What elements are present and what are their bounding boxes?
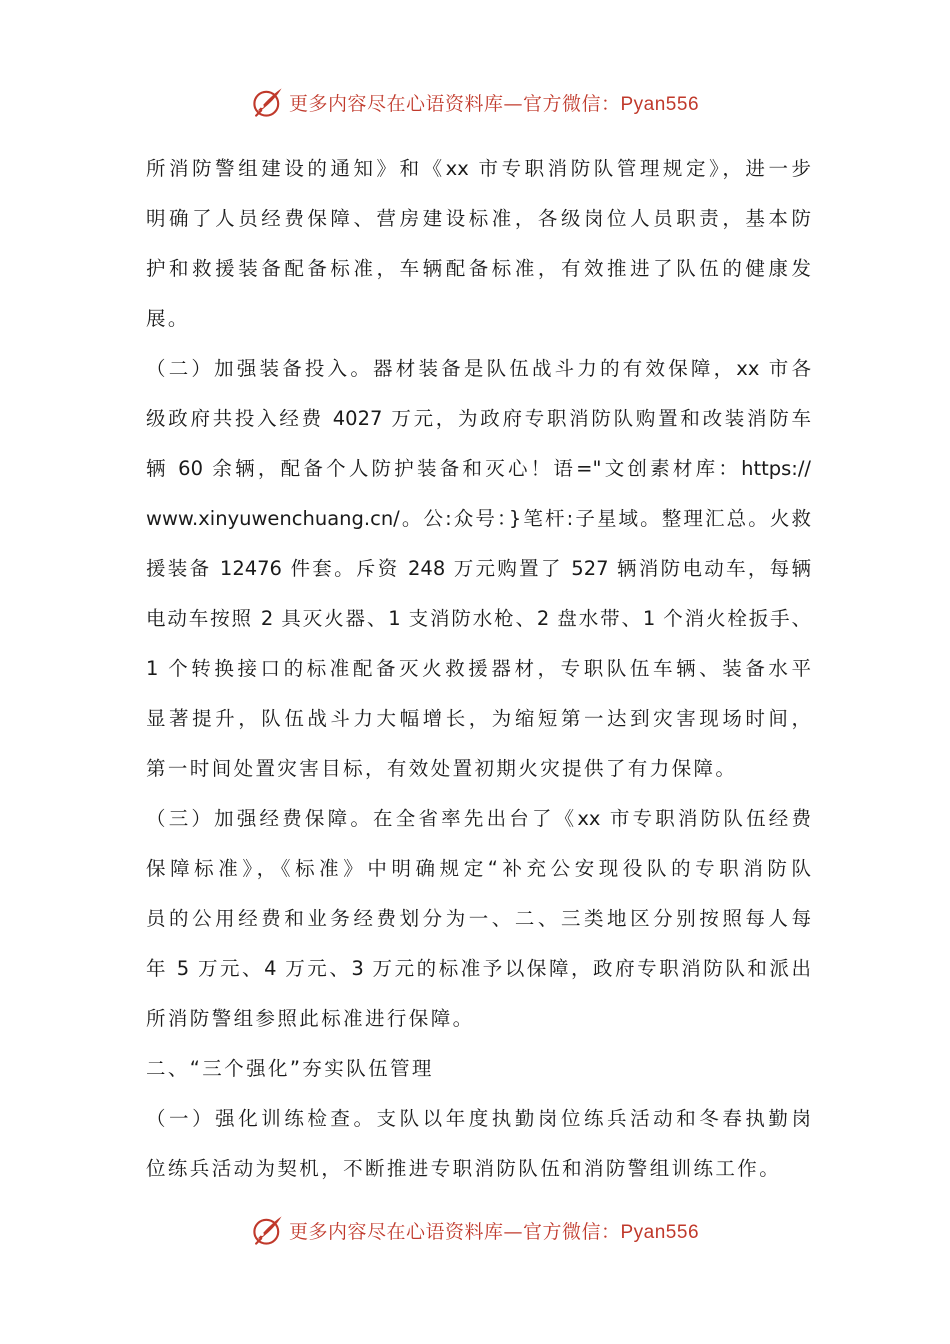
text-line: 显著提升，队伍战斗力大幅增长，为缩短第一达到灾害现场时间， xyxy=(146,707,811,730)
quill-logo-icon xyxy=(251,1213,285,1247)
document-body xyxy=(146,144,811,1194)
text-line: 护和救援装备配备标准，车辆配备标准，有效推进了队伍的健康发 xyxy=(146,257,811,280)
text-line: www.xinyuwenchuang.cn/。公:众号：}笔杆:子星域。整理汇总。火救 xyxy=(146,507,811,530)
text-line: 援装备 12476 件套。斥资 248 万元购置了 527 辆消防电动车，每辆 xyxy=(146,557,811,580)
text-line: 位练兵活动为契机，不断推进专职消防队伍和消防警组训练工作。 xyxy=(146,1157,782,1180)
text-line: 第一时间处置灾害目标，有效处置初期火灾提供了有力保障。 xyxy=(146,757,738,780)
banner-text: 更多内容尽在心语资料库—官方微信：Pyan556 xyxy=(288,92,700,115)
text-line: （一）强化训练检查。支队以年度执勤岗位练兵活动和冬春执勤岗 xyxy=(146,1107,811,1130)
text-line: 二、“三个强化”夯实队伍管理 xyxy=(146,1057,434,1080)
text-line: 展。 xyxy=(146,307,190,330)
text-line: 1 个转换接口的标准配备灭火救援器材，专职队伍车辆、装备水平 xyxy=(146,657,811,680)
text-line: （二）加强装备投入。器材装备是队伍战斗力的有效保障，xx 市各 xyxy=(146,357,811,380)
text-line: 级政府共投入经费 4027 万元，为政府专职消防队购置和改装消防车 xyxy=(146,407,811,430)
text-line: 所消防警组参照此标准进行保障。 xyxy=(146,1007,475,1030)
text-line: 明确了人员经费保障、营房建设标准，各级岗位人员职责，基本防 xyxy=(146,207,811,230)
footer-wechat-id: Pyan556 xyxy=(620,1221,700,1243)
text-line: 员的公用经费和业务经费划分为一、二、三类地区分别按照每人每 xyxy=(146,907,811,930)
footer-banner-text: 更多内容尽在心语资料库—官方微信：Pyan556 xyxy=(288,1220,700,1243)
text-line: 所消防警组建设的通知》和《xx 市专职消防队管理规定》，进一步 xyxy=(146,157,811,180)
text-line: 年 5 万元、4 万元、3 万元的标准予以保障，政府专职消防队和派出 xyxy=(146,957,811,980)
footer-banner xyxy=(0,1210,950,1250)
wechat-id: Pyan556 xyxy=(620,93,700,115)
quill-logo-icon xyxy=(251,85,285,119)
text-line: 电动车按照 2 具灭火器、1 支消防水枪、2 盘水带、1 个消火栓扳手、 xyxy=(146,607,811,630)
text-line: （三）加强经费保障。在全省率先出台了《xx 市专职消防队伍经费 xyxy=(146,807,811,830)
text-line: 辆 60 余辆，配备个人防护装备和灭心！语="文创素材库：https:// xyxy=(146,457,811,480)
text-line: 保障标准》，《标准》中明确规定“补充公安现役队的专职消防队 xyxy=(146,857,811,880)
header-banner xyxy=(0,82,950,122)
